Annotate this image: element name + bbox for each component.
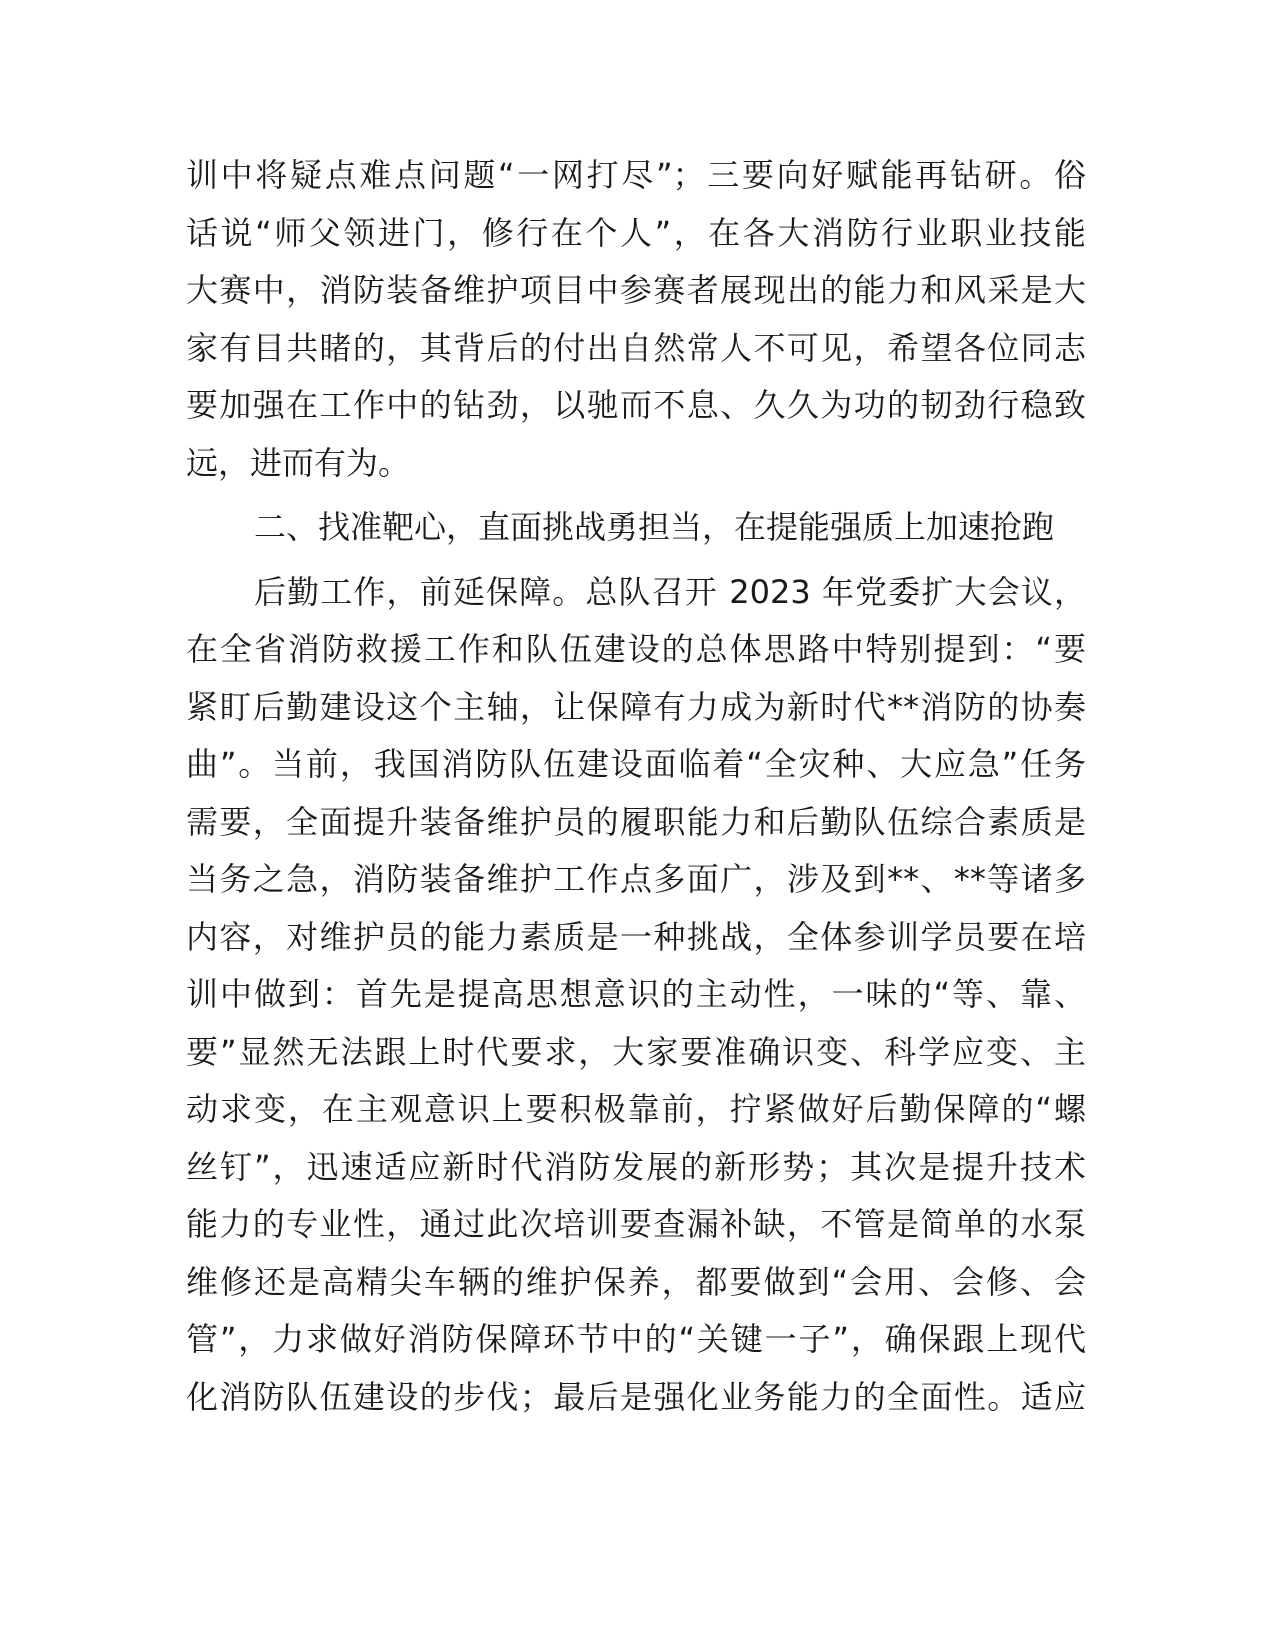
section-heading: 二、找准靶心，直面挑战勇担当，在提能强质上加速抢跑	[254, 508, 1055, 546]
paragraph-line: 后勤工作，前延保障。总队召开 2023 年党委扩大会议，	[254, 572, 1086, 611]
paragraph-line: 家有目共睹的，其背后的付出自然常人不可见，希望各位同志	[186, 328, 1086, 367]
paragraph-line: 管”，力求做好消防保障环节中的“关键一子”，确保跟上现代	[186, 1320, 1086, 1358]
paragraph-gap	[186, 557, 1086, 564]
paragraph-line: 要加强在工作中的钻劲，以驰而不息、久久为功的韧劲行稳致	[186, 386, 1086, 424]
paragraph-line: 需要，全面提升装备维护员的履职能力和后勤队伍综合素质是	[186, 802, 1086, 841]
paragraph-line: 要”显然无法跟上时代要求，大家要准确识变、科学应变、主	[186, 1032, 1086, 1071]
paragraph-line: 维修还是高精尖车辆的维护保养，都要做到“会用、会修、会	[186, 1262, 1086, 1301]
paragraph-line: 大赛中，消防装备维护项目中参赛者展现出的能力和风采是大	[186, 271, 1086, 309]
paragraph-line: 内容，对维护员的能力素质是一种挑战，全体参训学员要在培	[186, 917, 1086, 956]
paragraph-line: 训中做到：首先是提高思想意识的主动性，一味的“等、靠、	[186, 975, 1086, 1013]
paragraph-line: 当务之急，消防装备维护工作点多面广，涉及到**、**等诸多	[186, 860, 1086, 898]
paragraph-gap	[186, 492, 1086, 499]
document-body	[186, 147, 1086, 1426]
paragraph-line: 动求变，在主观意识上要积极靠前，拧紧做好后勤保障的“螺	[186, 1090, 1086, 1128]
paragraph-line: 训中将疑点难点问题“一网打尽”；三要向好赋能再钻研。俗	[186, 156, 1086, 194]
paragraph-line: 在全省消防救援工作和队伍建设的总体思路中特别提到：“要	[186, 630, 1086, 668]
paragraph-line: 话说“师父领进门，修行在个人”，在各大消防行业职业技能	[186, 213, 1086, 252]
paragraph-logistics	[186, 564, 1086, 1427]
paragraph-continuation	[186, 147, 1086, 492]
paragraph-line: 丝钉”，迅速适应新时代消防发展的新形势；其次是提升技术	[186, 1147, 1086, 1186]
paragraph-line: 曲”。当前，我国消防队伍建设面临着“全灾种、大应急”任务	[186, 745, 1086, 783]
paragraph-line: 化消防队伍建设的步伐；最后是强化业务能力的全面性。适应	[186, 1377, 1086, 1416]
paragraph-line: 能力的专业性，通过此次培训要查漏补缺，不管是简单的水泵	[186, 1205, 1086, 1243]
paragraph-line: 紧盯后勤建设这个主轴，让保障有力成为新时代**消防的协奏	[186, 687, 1086, 726]
paragraph-line: 远，进而有为。	[186, 443, 411, 482]
